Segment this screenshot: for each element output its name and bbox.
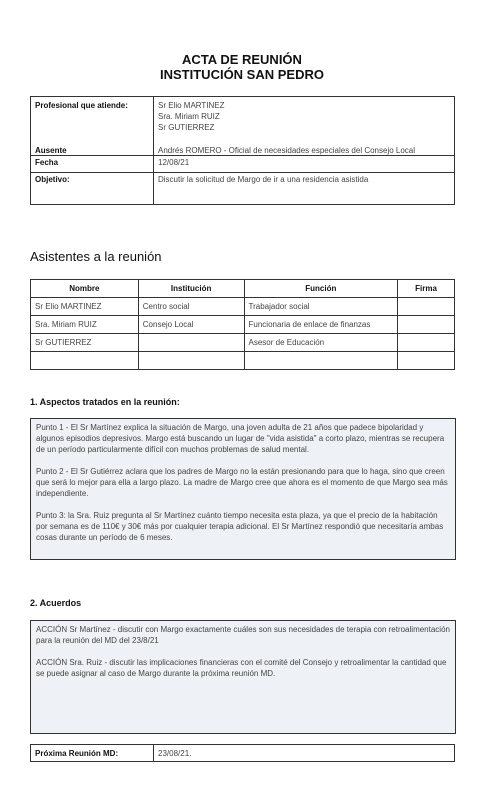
cell-funcion: Funcionaria de enlace de finanzas <box>244 316 398 334</box>
col-header-institucion: Institución <box>138 280 244 298</box>
asistentes-heading: Asistentes a la reunión <box>30 249 162 264</box>
objetivo-value: Discutir la solicitud de Margo de ir a una residencia asistida <box>154 173 455 205</box>
cell-nombre: Sr Elio MARTINEZ <box>31 298 139 316</box>
acuerdo-paragraph: ACCIÓN Sr Martínez - discutir con Margo exactamente cuáles son sus necesidades de terapia con retroalimentación para la reunión del MD del 23/8/21 <box>36 625 450 645</box>
proxima-label: Próxima Reunión MD: <box>31 745 154 762</box>
ausente-value: Andrés ROMERO - Oficial de necesidades especiales del Consejo Local <box>158 146 416 155</box>
profesional-name: Sra. Miriam RUIZ <box>158 112 220 121</box>
profesional-name: Sr Elio MARTINEZ <box>158 101 225 110</box>
profesional-value <box>154 97 455 156</box>
aspectos-box <box>30 418 456 560</box>
cell-funcion: Trabajador social <box>244 298 398 316</box>
cell-firma <box>398 352 455 370</box>
cell-nombre <box>31 352 139 370</box>
cell-institucion: Consejo Local <box>138 316 244 334</box>
table-row <box>31 316 455 334</box>
fecha-value: 12/08/21 <box>154 156 455 173</box>
institution-title: INSTITUCIÓN SAN PEDRO <box>160 67 324 82</box>
cell-funcion: Asesor de Educación <box>244 334 398 352</box>
cell-firma <box>398 298 455 316</box>
proxima-value: 23/08/21. <box>154 745 455 762</box>
col-header-nombre: Nombre <box>31 280 139 298</box>
acuerdos-box <box>30 620 456 734</box>
table-row <box>31 352 455 370</box>
profesional-name: Sr GUTIERREZ <box>158 123 215 132</box>
cell-firma <box>398 316 455 334</box>
table-row <box>31 298 455 316</box>
col-header-funcion: Función <box>244 280 398 298</box>
table-row <box>31 334 455 352</box>
cell-nombre: Sra. Miriam RUIZ <box>31 316 139 334</box>
acuerdo-paragraph: ACCIÓN Sra. Ruiz - discutir las implicaciones financieras con el comité del Consejo y retroalimentar la cantidad que se puede asignar al caso de Margo durante la próxima reunión MD. <box>36 658 447 678</box>
aspectos-heading: 1. Aspectos tratados en la reunión: <box>30 397 180 407</box>
col-header-firma: Firma <box>398 280 455 298</box>
aspecto-paragraph: Punto 1 - El Sr Martínez explica la situación de Margo, una joven adulta de 21 años que padece bipolaridad y algunos episodios depresivos. Margo está buscando un lugar de "vida asistida" a corto plazo, mientras se recupera de un período particularmente difícil con muchos problemas de salud mental. <box>36 423 445 454</box>
cell-nombre: Sr GUTIERREZ <box>31 334 139 352</box>
meeting-info-table <box>30 96 455 205</box>
acuerdos-heading: 2. Acuerdos <box>30 598 82 608</box>
document-title: ACTA DE REUNIÓN <box>182 52 302 67</box>
cell-institucion <box>138 352 244 370</box>
aspecto-paragraph: Punto 3: la Sra. Ruiz pregunta al Sr Martínez cuánto tiempo necesita esta plaza, ya que el precio de la habitación por semana es de 110€ y 30€ más por cualquier terapia adicional. El Sr Martínez respondió que necesitaría ambas cosas durante un período de 6 meses. <box>36 511 444 542</box>
cell-firma <box>398 334 455 352</box>
ausente-label: Ausente <box>35 146 67 155</box>
profesional-label: Profesional que atiende: Ausente <box>31 97 154 156</box>
aspecto-paragraph: Punto 2 - El Sr Gutiérrez aclara que los padres de Margo no la están presionando para que lo haga, sino que creen que será lo mejor para ella a largo plazo. La madre de Margo cree que ahora es el momento de que Margo sea más independiente. <box>36 467 448 498</box>
fecha-label: Fecha <box>31 156 154 173</box>
attendees-header-row <box>31 280 455 298</box>
cell-institucion: Centro social <box>138 298 244 316</box>
objetivo-label: Objetivo: <box>31 173 154 205</box>
next-meeting-table <box>30 744 455 762</box>
cell-funcion <box>244 352 398 370</box>
cell-institucion <box>138 334 244 352</box>
attendees-table <box>30 279 455 370</box>
